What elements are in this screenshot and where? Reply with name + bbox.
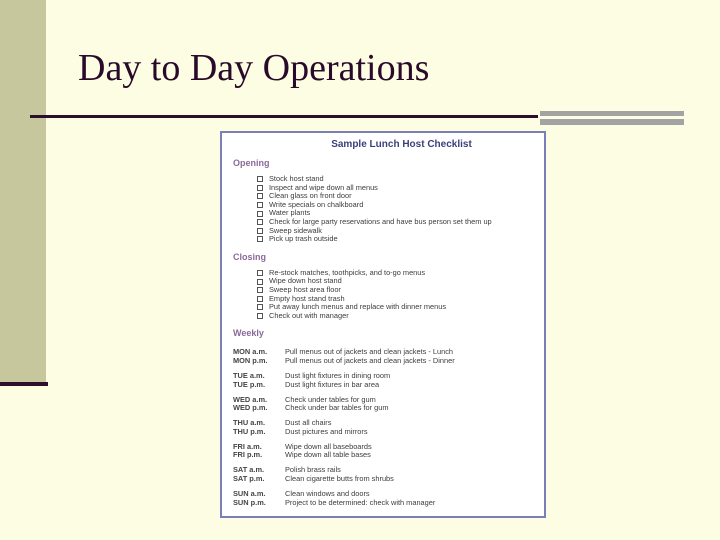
- table-row: THU p.m. Dust pictures and mirrors: [233, 426, 368, 436]
- list-item: Water plants: [257, 209, 532, 218]
- list-item: Pick up trash outside: [257, 235, 532, 244]
- checklist-title: Sample Lunch Host Checklist: [331, 139, 472, 150]
- checkbox-icon: [257, 296, 263, 302]
- list-item: Wipe down host stand: [257, 277, 532, 286]
- checkbox-icon: [257, 279, 263, 285]
- weekly-group-thu: [233, 419, 532, 437]
- list-item: Check for large party reservations and have bus person set them up: [257, 218, 532, 227]
- list-item: Check out with manager: [257, 312, 532, 321]
- title-divider-accent: [540, 111, 684, 125]
- table-row: SAT a.m. Polish brass rails: [233, 465, 341, 475]
- slide-title: Day to Day Operations: [78, 47, 430, 89]
- list-item: Put away lunch menus and replace with dinner menus: [257, 303, 532, 312]
- table-row: FRI p.m. Wipe down all table bases: [233, 450, 371, 460]
- weekly-schedule: [233, 348, 532, 507]
- checkbox-icon: [257, 211, 263, 217]
- table-row: TUE p.m. Dust light fixtures in bar area: [233, 379, 380, 389]
- checkbox-icon: [257, 304, 263, 310]
- list-item: Sweep host area floor: [257, 286, 532, 295]
- list-item: Clean glass on front door: [257, 192, 532, 201]
- list-item: Sweep sidewalk: [257, 227, 532, 236]
- checkbox-icon: [257, 270, 263, 276]
- table-row: THU a.m. Dust all chairs: [233, 418, 332, 428]
- table-row: WED p.m. Check under bar tables for gum: [233, 403, 389, 413]
- left-accent-bar: [0, 0, 46, 384]
- checkbox-icon: [257, 236, 263, 242]
- list-item: Inspect and wipe down all menus: [257, 184, 532, 193]
- left-accent-bar-underline: [0, 382, 48, 386]
- weekly-group-mon: [233, 348, 532, 366]
- checklist-image: [220, 131, 546, 518]
- title-divider: [30, 115, 538, 118]
- checkbox-icon: [257, 193, 263, 199]
- opening-list: [257, 175, 532, 244]
- list-item: Re-stock matches, toothpicks, and to-go menus: [257, 269, 532, 278]
- weekly-group-tue: [233, 372, 532, 390]
- closing-heading: Closing: [233, 251, 266, 262]
- closing-list: [257, 269, 532, 321]
- checkbox-icon: [257, 185, 263, 191]
- weekly-group-fri: [233, 443, 532, 461]
- weekly-group-sat: [233, 466, 532, 484]
- weekly-heading: Weekly: [233, 328, 264, 339]
- table-row: WED a.m. Check under tables for gum: [233, 394, 376, 404]
- table-row: MON a.m. Pull menus out of jackets and clean jackets - Lunch: [233, 347, 454, 357]
- checkbox-icon: [257, 202, 263, 208]
- weekly-group-wed: [233, 396, 532, 414]
- checkbox-icon: [257, 219, 263, 225]
- opening-heading: Opening: [233, 158, 270, 168]
- weekly-group-sun: [233, 490, 532, 508]
- list-item: Stock host stand: [257, 175, 532, 184]
- list-item: Write specials on chalkboard: [257, 201, 532, 210]
- table-row: SAT p.m. Clean cigarette butts from shrubs: [233, 474, 394, 484]
- checkbox-icon: [257, 313, 263, 319]
- table-row: SUN a.m. Clean windows and doors: [233, 488, 370, 498]
- table-row: TUE a.m. Dust light fixtures in dining room: [233, 370, 391, 380]
- table-row: MON p.m. Pull menus out of jackets and clean jackets - Dinner: [233, 356, 455, 366]
- list-item: Empty host stand trash: [257, 295, 532, 304]
- checkbox-icon: [257, 228, 263, 234]
- table-row: SUN p.m. Project to be determined: check with manager: [233, 497, 436, 507]
- checkbox-icon: [257, 176, 263, 182]
- checkbox-icon: [257, 287, 263, 293]
- table-row: FRI a.m. Wipe down all baseboards: [233, 441, 372, 451]
